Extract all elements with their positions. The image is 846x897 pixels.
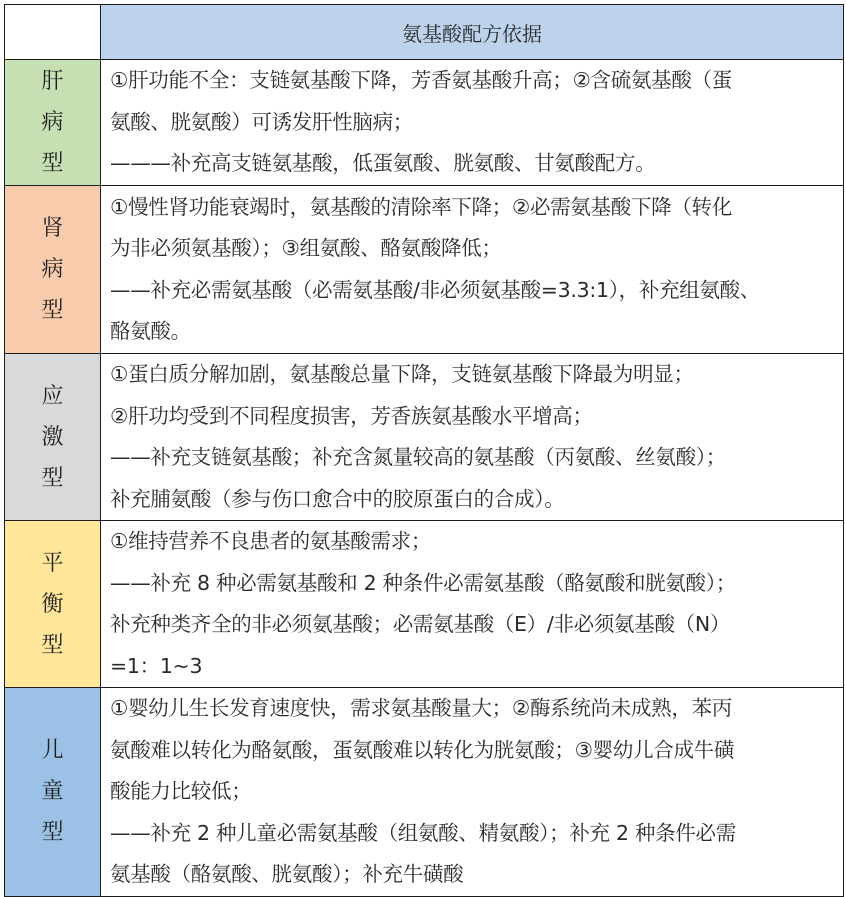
label-char: 病 xyxy=(41,110,64,135)
label-char: 平 xyxy=(41,550,64,576)
content-line: 补充脯氨酸（参与伤口愈合中的胶原蛋白的合成）。 xyxy=(110,486,565,511)
label-char: 型 xyxy=(41,632,64,658)
label-char: 儿 xyxy=(41,738,64,764)
label-char: 童 xyxy=(41,779,64,805)
row-content-child xyxy=(101,688,844,897)
content-line: ——补充支链氨基酸；补充含氮量较高的氨基酸（丙氨酸、丝氨酸）； xyxy=(110,445,726,469)
content-line: 氨酸难以转化为酪氨酸，蛋氨酸难以转化为胱氨酸；③婴幼儿合成牛磺 xyxy=(110,737,735,762)
row-label-child xyxy=(5,688,101,897)
content-line: ———补充高支链氨基酸，低蛋氨酸、胱氨酸、甘氨酸配方。 xyxy=(110,151,656,176)
label-char: 应 xyxy=(41,383,64,409)
label-char: 病 xyxy=(41,257,64,282)
content-line: ①蛋白质分解加剧，氨基酸总量下降，支链氨基酸下降最为明显； xyxy=(110,362,694,386)
content-line: 氨基酸（酪氨酸、胱氨酸）；补充牛磺酸 xyxy=(110,862,464,886)
row-content-kidney xyxy=(101,186,844,354)
label-char: 衡 xyxy=(41,591,64,617)
content-line: 酸能力比较低； xyxy=(110,779,252,803)
row-label-liver xyxy=(5,60,101,186)
table-row-kidney xyxy=(5,186,844,354)
content-line: ——补充 8 种必需氨基酸和 2 种条件必需氨基酸（酪氨酸和胱氨酸）； xyxy=(110,570,736,595)
row-content-stress xyxy=(101,354,844,521)
content-line: 补充种类齐全的非必须氨基酸；必需氨基酸（E）/非必须氨基酸（N） xyxy=(110,612,731,636)
header-row xyxy=(5,5,844,60)
table-row-balanced xyxy=(5,521,844,688)
content-line: 酪氨酸。 xyxy=(110,319,191,343)
row-label-balanced xyxy=(5,521,101,688)
header-title: 氨基酸配方依据 xyxy=(101,5,844,60)
label-char: 肾 xyxy=(41,216,64,241)
row-content-liver xyxy=(101,60,844,186)
content-line: ①婴幼儿生长发育速度快，需求氨基酸量大；②酶系统尚未成熟，苯丙 xyxy=(110,696,732,720)
label-char: 型 xyxy=(41,298,64,323)
table-row-liver xyxy=(5,60,844,186)
header-blank-cell xyxy=(5,5,101,60)
label-char: 型 xyxy=(41,820,64,846)
label-char: 型 xyxy=(41,465,64,491)
row-content-balanced xyxy=(101,521,844,688)
content-line: ①肝功能不全：支链氨基酸下降，芳香氨基酸升高；②含硫氨基酸（蛋 xyxy=(110,68,732,93)
label-char: 型 xyxy=(41,151,64,176)
row-label-kidney xyxy=(5,186,101,354)
content-line: =1：1~3 xyxy=(110,653,203,678)
label-char: 激 xyxy=(41,424,64,450)
content-line: 氨酸、胱氨酸）可诱发肝性脑病； xyxy=(110,109,413,134)
label-char: 肝 xyxy=(41,69,64,94)
content-line: ②肝功均受到不同程度损害，芳香族氨基酸水平增高； xyxy=(110,403,593,428)
content-line: 为非必须氨基酸）；③组氨酸、酪氨酸降低； xyxy=(110,236,502,260)
content-line: ——补充必需氨基酸（必需氨基酸/非必须氨基酸=3.3:1），补充组氨酸、 xyxy=(110,277,761,302)
amino-acid-formula-table xyxy=(4,4,844,897)
content-line: ①维持营养不良患者的氨基酸需求； xyxy=(110,529,432,553)
row-label-stress xyxy=(5,354,101,521)
table-row-stress xyxy=(5,354,844,521)
content-line: ①慢性肾功能衰竭时，氨基酸的清除率下降；②必需氨基酸下降（转化 xyxy=(110,194,732,219)
content-line: ——补充 2 种儿童必需氨基酸（组氨酸、精氨酸）；补充 2 种条件必需 xyxy=(110,820,736,845)
table-row-child xyxy=(5,688,844,897)
